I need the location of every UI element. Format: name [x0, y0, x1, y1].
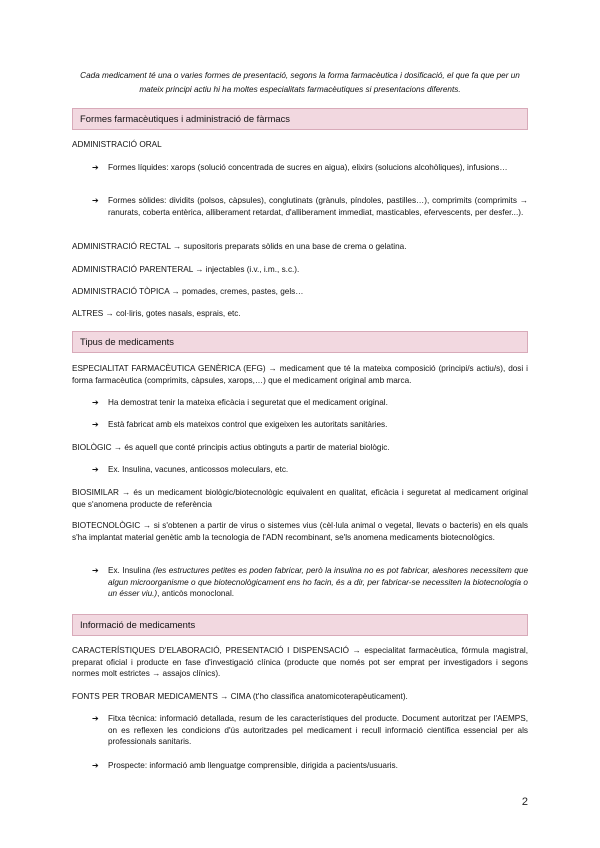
page-number: 2 [521, 796, 528, 808]
fonts-bullet-prospecte [92, 760, 528, 772]
bullet-text [108, 565, 528, 600]
bullet-text-italic: (les estructures petites es poden fabricar, però la insulina no es pot fabricar, aleshores necessitem que algun microorganisme o que biotecnològicament ens ho facin, és a dir, per fabricar-se necessiten la biotecnologia o un ésser viu.) [108, 566, 529, 598]
section-header-formes: Formes farmacèutiques i administració de fàrmacs [72, 108, 528, 130]
biologic-bullet [92, 464, 528, 476]
arrow-bullet-icon: ➔ [92, 420, 99, 429]
bullet-text: Ex. Insulina, vacunes, anticossos moleculars, etc. [108, 465, 289, 474]
biotecnologic-paragraph: BIOTECNOLÒGIC → si s'obtenen a partir de virus o sistemes vius (cèl·lula animal o vegetal, llevats o bacteris) en els quals s'ha implantat material genètic amb la tecnologia de l'ADN recombinant, se'ls anomena medicaments biotecnològics. [72, 521, 528, 542]
arrow-bullet-icon: ➔ [92, 465, 99, 474]
bullet-text-suffix: , anticòs monoclonal. [157, 589, 235, 598]
caracteristiques-paragraph: CARACTERÍSTIQUES D'ELABORACIÓ, PRESENTACIÓ I DISPENSACIÓ → especialitat farmacèutica, fórmula magistral, preparat oficial i producte en fase d'investigació clínica (producte que només pot ser emprat per investigadors i segons normes molt estrictes → assajos clínics). [72, 646, 528, 678]
altres-line: ALTRES → col·liris, gotes nasals, esprais, etc. [72, 309, 241, 318]
arrow-bullet-icon: ➔ [92, 196, 99, 205]
intro-paragraph: Cada medicament té una o varies formes de presentació, segons la forma farmacèutica i dosificació, el que fa que per un mateix principi actiu hi ha moltes especialitats farmacèutiques si presentacions diferents. [80, 71, 520, 94]
biotecnologic-bullet [92, 565, 528, 600]
bullet-text: Formes líquides: xarops (solució concentrada de sucres en aigua), elixirs (solucions alcohòliques), infusions… [108, 163, 508, 172]
bullet-text: Prospecte: informació amb llenguatge comprensible, dirigida a pacients/usuaris. [108, 761, 398, 770]
bullet-text: Formes sòlides: dividits (polsos, càpsules), conglutinats (grànuls, píndoles, pastilles…), comprimits (comprimits → ranurats, coberta entèrica, alliberament retardat, d'alliberament immediat, masticables, efervescents, per desfer...). [108, 196, 528, 217]
bullet-text-prefix: Ex. Insulina [108, 566, 154, 575]
arrow-bullet-icon: ➔ [92, 566, 99, 575]
oral-heading: ADMINISTRACIÓ ORAL [72, 140, 162, 149]
arrow-bullet-icon: ➔ [92, 761, 99, 770]
efg-bullet-control [92, 419, 528, 431]
rectal-line: ADMINISTRACIÓ RECTAL → supositoris preparats sòlids en una base de crema o gelatina. [72, 242, 407, 251]
oral-bullet-liquides [92, 162, 528, 174]
biologic-paragraph: BIOLÒGIC → és aquell que conté principis actius obtinguts a partir de material biològic. [72, 443, 390, 452]
section-header-informacio: Informació de medicaments [72, 614, 528, 636]
fonts-bullet-fitxa [92, 713, 528, 748]
section-header-tipus: Tipus de medicaments [72, 331, 528, 353]
biosimilar-paragraph: BIOSIMILAR → és un medicament biològic/biotecnològic equivalent en qualitat, eficàcia i seguretat al medicament original que s'anomena producte de referència [72, 488, 528, 509]
arrow-bullet-icon: ➔ [92, 398, 99, 407]
bullet-text: Ha demostrat tenir la mateixa eficàcia i seguretat que el medicament original. [108, 398, 388, 407]
oral-bullet-solides [92, 195, 528, 218]
fonts-paragraph: FONTS PER TROBAR MEDICAMENTS → CIMA (t'ho classifica anatomicoterapèuticament). [72, 692, 408, 701]
bullet-text: Està fabricat amb els mateixos control que exigeixen les autoritats sanitàries. [108, 420, 388, 429]
efg-bullet-eficacia [92, 397, 528, 409]
arrow-bullet-icon: ➔ [92, 714, 99, 723]
efg-paragraph: ESPECIALITAT FARMACÈUTICA GENÈRICA (EFG) → medicament que té la mateixa composició (principi/s actiu/s), dosi i forma farmacèutica (comprimits, càpsules, xarops,…) que el medicament original amb marca. [72, 364, 528, 385]
arrow-bullet-icon: ➔ [92, 163, 99, 172]
parenteral-line: ADMINISTRACIÓ PARENTERAL → injectables (i.v., i.m., s.c.). [72, 265, 300, 274]
topica-line: ADMINISTRACIÓ TÒPICA → pomades, cremes, pastes, gels… [72, 287, 304, 296]
bullet-text: Fitxa tècnica: informació detallada, resum de les característiques del producte. Document autoritzat per l'AEMPS, on es reflexen les condicions d'ús autoritzades pel medicament i recull informació científica essencial per als professionals sanitaris. [108, 714, 528, 746]
